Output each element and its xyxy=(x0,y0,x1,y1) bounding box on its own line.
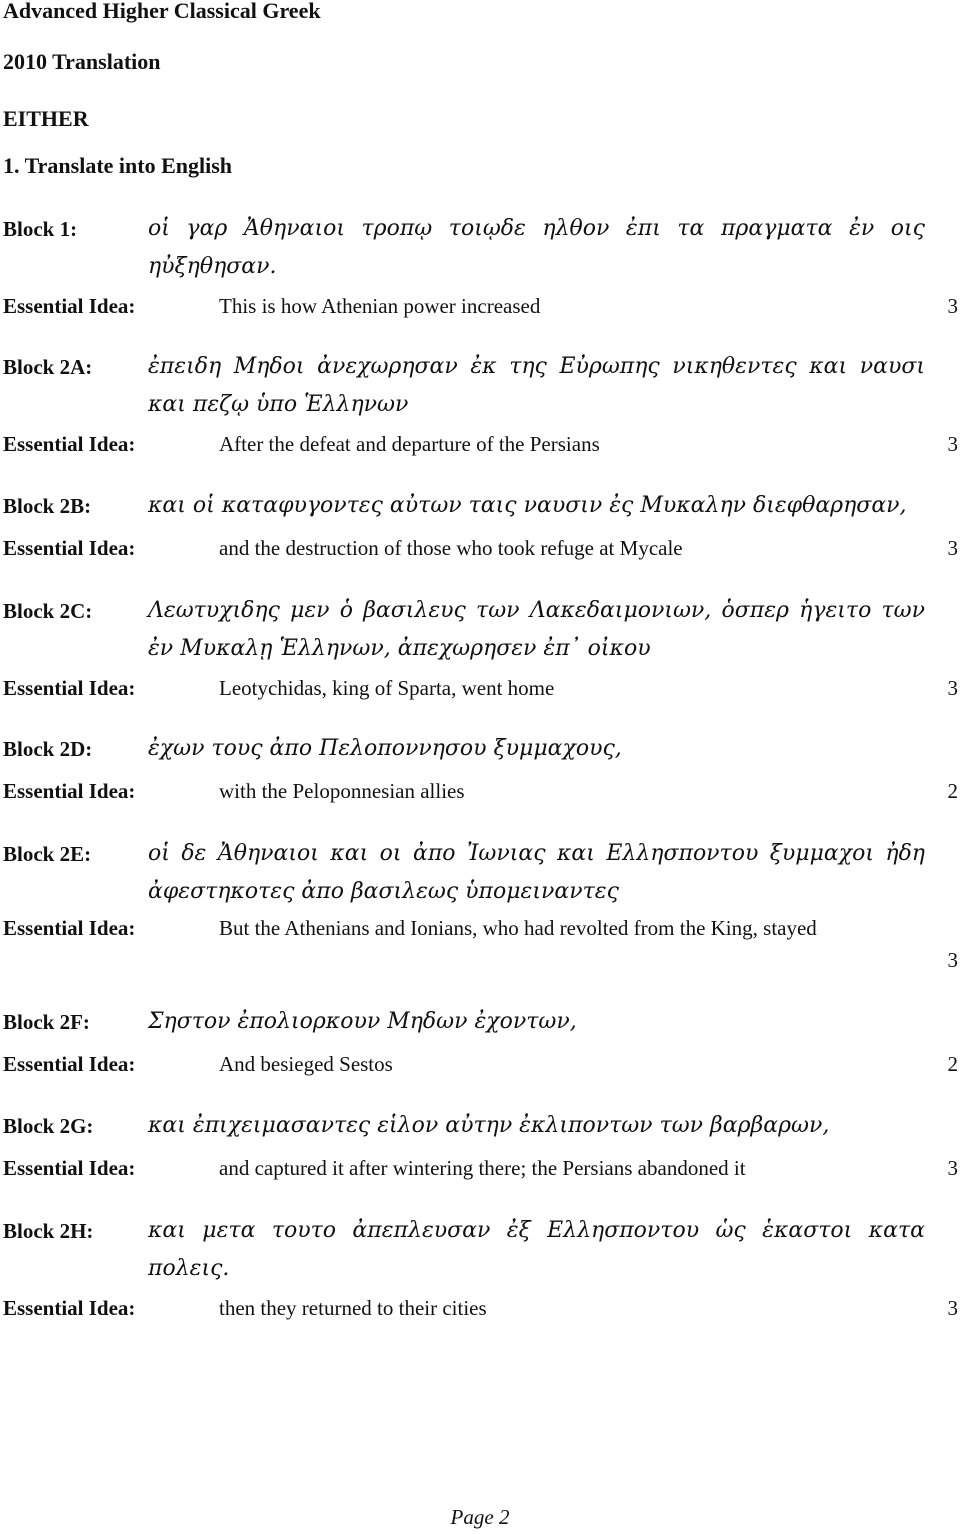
essential-idea-text: Leotychidas, king of Sparta, went home xyxy=(219,676,555,700)
greek-text: οἱ γαρ Ἀθηναιοι τροπῳ τοιῳδε ηλθον ἐπι τα πραγματα ἐν οις ηὐξηθησαν. xyxy=(148,216,925,279)
greek-text: και μετα τουτο ἀπεπλευσαν ἐξ Ελλησποντου ὡς ἑκαστοι κατα πολεις. xyxy=(148,1218,925,1281)
greek-text: ἐχων τους ἀπο Πελοποννησου ξυμμαχους, xyxy=(148,736,622,761)
translation-block xyxy=(3,1218,958,1323)
translation-block xyxy=(3,216,958,321)
block-label: Block 2A: xyxy=(3,355,93,379)
translation-block xyxy=(3,841,958,972)
greek-text: και οἱ καταφυγοντες αὐτων ταις ναυσιν ἐς Μυκαλην διεφθαρησαν, xyxy=(148,493,907,518)
mark-value: 2 xyxy=(947,779,958,803)
translation-block xyxy=(3,1009,958,1079)
essential-idea-label: Essential Idea: xyxy=(3,1156,136,1180)
essential-idea-label: Essential Idea: xyxy=(3,1052,136,1076)
block-label: Block 2C: xyxy=(3,599,93,623)
essential-idea-text: then they returned to their cities xyxy=(219,1296,487,1320)
question-heading: 1. Translate into English xyxy=(3,153,233,178)
translation-block xyxy=(3,354,958,459)
essential-idea-text: After the defeat and departure of the Persians xyxy=(219,432,600,456)
block-label: Block 1: xyxy=(3,217,78,241)
essential-idea-label: Essential Idea: xyxy=(3,1296,136,1320)
mark-value: 3 xyxy=(947,948,958,972)
essential-idea-text: And besieged Sestos xyxy=(219,1052,393,1076)
greek-text: Λεωτυχιδης μεν ὁ βασιλευς των Λακεδαιμονιων, ὁσπερ ἡγειτο των ἐν Μυκαλῃ Ἑλληνων, ἀπεχωρησεν ἐπ᾽ οἰκου xyxy=(148,598,925,661)
greek-text: και ἐπιχειμασαντες εἱλον αὐτην ἐκλιποντων των βαρβαρων, xyxy=(148,1113,830,1138)
block-label: Block 2B: xyxy=(3,494,92,518)
block-label: Block 2E: xyxy=(3,842,92,866)
essential-idea-label: Essential Idea: xyxy=(3,916,136,940)
block-label: Block 2F: xyxy=(3,1010,90,1034)
greek-text: ἐπειδη Μηδοι ἀνεχωρησαν ἐκ της Εὐρωπης νικηθεντες και ναυσι και πεζῳ ὑπο Ἑλληνων xyxy=(148,354,925,417)
essential-idea-label: Essential Idea: xyxy=(3,294,136,318)
essential-idea-text: and captured it after wintering there; the Persians abandoned it xyxy=(219,1156,746,1180)
block-label: Block 2H: xyxy=(3,1219,94,1243)
block-label: Block 2D: xyxy=(3,737,93,761)
mark-value: 3 xyxy=(947,1156,958,1180)
greek-text: Σηστον ἐπολιορκουν Μηδων ἐχοντων, xyxy=(148,1009,577,1034)
translation-block xyxy=(3,736,958,806)
mark-value: 3 xyxy=(947,676,958,700)
translation-block xyxy=(3,493,958,563)
essential-idea-label: Essential Idea: xyxy=(3,779,136,803)
essential-idea-label: Essential Idea: xyxy=(3,676,136,700)
either-heading: EITHER xyxy=(3,106,89,131)
mark-value: 3 xyxy=(947,432,958,456)
page-number: Page 2 xyxy=(450,1505,510,1529)
document-title: Advanced Higher Classical Greek xyxy=(3,0,321,23)
mark-value: 2 xyxy=(947,1052,958,1076)
essential-idea-label: Essential Idea: xyxy=(3,432,136,456)
mark-value: 3 xyxy=(947,536,958,560)
translation-block xyxy=(3,1113,958,1183)
translation-block xyxy=(3,598,958,703)
essential-idea-text: But the Athenians and Ionians, who had revolted from the King, stayed xyxy=(219,916,817,940)
block-label: Block 2G: xyxy=(3,1114,94,1138)
essential-idea-label: Essential Idea: xyxy=(3,536,136,560)
essential-idea-text: and the destruction of those who took refuge at Mycale xyxy=(219,536,683,560)
greek-text: οἱ δε Ἀθηναιοι και οι ἀπο Ἰωνιας και Ελλησποντου ξυμμαχοι ἠδη ἀφεστηκοτες ἀπο βασιλεως ὑπομειναντες xyxy=(148,841,925,904)
essential-idea-text: with the Peloponnesian allies xyxy=(219,779,465,803)
mark-value: 3 xyxy=(947,1296,958,1320)
document-subtitle: 2010 Translation xyxy=(3,49,161,74)
essential-idea-text: This is how Athenian power increased xyxy=(219,294,541,318)
mark-value: 3 xyxy=(947,294,958,318)
